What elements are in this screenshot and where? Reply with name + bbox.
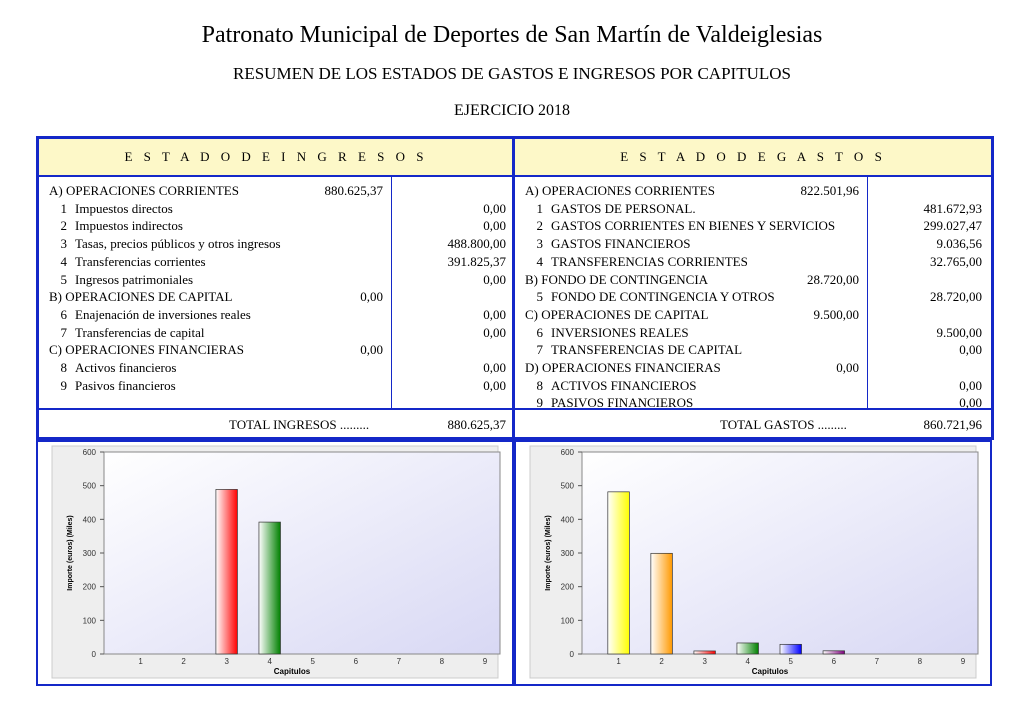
item-row (515, 342, 985, 359)
chapter-value: 0,00 (483, 271, 506, 287)
chapter-value: 0,00 (959, 342, 982, 358)
y-tick-label: 400 (82, 515, 96, 525)
chapter-value: 28.720,00 (930, 289, 982, 305)
chapter-value: 32.765,00 (930, 253, 982, 269)
item-row (39, 360, 509, 377)
x-tick-label: 6 (831, 657, 837, 666)
plot-area (104, 452, 500, 654)
item-row (39, 307, 509, 324)
chapter-number: 3 (60, 236, 67, 252)
chapter-label: INVERSIONES REALES (551, 324, 689, 340)
chapter-number: 4 (536, 253, 543, 269)
x-tick-label: 5 (788, 657, 793, 666)
group-value: 0,00 (360, 289, 383, 305)
chapter-value: 0,00 (483, 200, 506, 216)
chapter-value: 488.800,00 (447, 236, 506, 252)
gastos-chart (514, 440, 992, 686)
y-tick-label: 100 (560, 616, 574, 626)
chapter-value: 9.036,56 (936, 236, 982, 252)
group-row (39, 183, 509, 200)
group-value: 822.501,96 (800, 183, 859, 198)
chapter-label: Ingresos patrimoniales (75, 271, 194, 287)
group-row (515, 360, 985, 377)
x-tick-label: 8 (917, 657, 923, 666)
chapter-number: 3 (536, 236, 543, 252)
x-tick-label: 5 (310, 657, 315, 666)
item-row (39, 272, 509, 289)
total-gastos-label: TOTAL GASTOS ......... (720, 417, 847, 432)
gastos-chart-svg (516, 442, 990, 684)
chapter-label: Impuestos directos (75, 200, 173, 216)
chapter-number: 1 (536, 200, 543, 216)
x-tick-label: 8 (439, 657, 445, 666)
group-label: A) OPERACIONES CORRIENTES (49, 183, 239, 198)
chapter-number: 2 (536, 218, 543, 234)
chapter-value: 481.672,93 (923, 200, 982, 216)
y-tick-label: 600 (560, 448, 574, 457)
x-tick-label: 3 (224, 657, 229, 666)
item-row (39, 325, 509, 342)
bar-chapter-5 (780, 644, 802, 654)
chapter-number: 5 (60, 271, 67, 287)
chapter-label: Tasas, precios públicos y otros ingresos (75, 236, 281, 252)
x-tick-label: 4 (745, 657, 750, 666)
item-row (39, 218, 509, 235)
chapter-label: PASIVOS FINANCIEROS (551, 395, 694, 411)
item-row (39, 236, 509, 253)
item-row (515, 395, 985, 412)
x-tick-label: 7 (874, 657, 880, 666)
bar-chapter-4 (259, 522, 281, 654)
group-row (515, 307, 985, 324)
chapter-label: ACTIVOS FINANCIEROS (551, 377, 697, 393)
total-ingresos-value: 880.625,37 (447, 417, 506, 432)
chapter-value: 0,00 (483, 218, 506, 234)
ingresos-chart (36, 440, 514, 686)
chapter-value: 0,00 (483, 324, 506, 340)
plot-area (582, 452, 978, 654)
chapter-value: 0,00 (959, 377, 982, 393)
x-tick-label: 6 (353, 657, 359, 666)
x-tick-label: 2 (181, 657, 186, 666)
chapter-number: 6 (60, 306, 67, 322)
item-row (515, 325, 985, 342)
chapter-number: 2 (60, 218, 67, 234)
bar-chapter-1 (608, 492, 630, 654)
group-row (515, 183, 985, 200)
chapter-value: 0,00 (483, 360, 506, 375)
chapter-number: 8 (536, 377, 543, 393)
chapter-label: TRANSFERENCIAS DE CAPITAL (551, 342, 743, 358)
x-tick-label: 3 (702, 657, 707, 666)
bar-chapter-3 (694, 651, 716, 654)
chapter-label: TRANSFERENCIAS CORRIENTES (551, 253, 748, 269)
group-value: 880.625,37 (324, 183, 383, 198)
total-gastos-value: 860.721,96 (923, 417, 982, 432)
chapter-label: GASTOS FINANCIEROS (551, 236, 691, 252)
chapter-value: 391.825,37 (447, 253, 506, 269)
x-tick-label: 7 (396, 657, 402, 666)
y-tick-label: 0 (91, 650, 96, 659)
chapter-label: Activos financieros (75, 360, 177, 375)
group-label: A) OPERACIONES CORRIENTES (525, 183, 715, 198)
group-value: 0,00 (360, 342, 383, 358)
x-tick-label: 4 (267, 657, 272, 666)
group-label: B) FONDO DE CONTINGENCIA (525, 271, 709, 287)
x-tick-label: 1 (138, 657, 143, 666)
bar-chapter-6 (823, 651, 845, 654)
y-tick-label: 500 (560, 481, 574, 491)
chapter-number: 6 (536, 324, 543, 340)
chapter-number: 7 (60, 324, 67, 340)
item-row (39, 378, 509, 395)
gastos-heading: E S T A D O D E G A S T O S (515, 139, 991, 177)
bar-chapter-3 (216, 489, 238, 654)
x-tick-label: 1 (616, 657, 621, 666)
chapter-number: 9 (536, 395, 543, 411)
item-row (515, 254, 985, 271)
chapter-value: 0,00 (959, 395, 982, 411)
item-row (515, 218, 985, 235)
chapter-label: Transferencias corrientes (75, 253, 206, 269)
gastos-panel (512, 136, 994, 440)
chapter-label: Pasivos financieros (75, 377, 176, 393)
item-row (39, 201, 509, 218)
x-tick-label: 9 (482, 657, 488, 666)
chapter-number: 8 (60, 360, 67, 375)
chapter-value: 0,00 (483, 306, 506, 322)
chapter-value: 299.027,47 (923, 218, 982, 234)
y-tick-label: 600 (82, 448, 96, 457)
group-value: 9.500,00 (813, 306, 859, 322)
fiscal-year: EJERCICIO 2018 (454, 102, 570, 119)
item-row (515, 236, 985, 253)
ingresos-chart-svg (38, 442, 512, 684)
y-axis-label: Importe (euros) (Miles) (67, 515, 74, 591)
group-value: 28.720,00 (807, 271, 859, 287)
chapter-number: 1 (60, 200, 67, 216)
organization-title: Patronato Municipal de Deportes de San Martín de Valdeiglesias (201, 22, 823, 48)
group-row (39, 289, 509, 306)
total-ingresos-label: TOTAL INGRESOS ......... (229, 417, 370, 432)
x-axis-label: Capitulos (273, 667, 311, 676)
ingresos-panel (36, 136, 516, 440)
group-label: C) OPERACIONES DE CAPITAL (525, 306, 709, 322)
chapter-number: 9 (60, 377, 67, 393)
item-row (515, 289, 985, 306)
x-tick-label: 2 (659, 657, 664, 666)
bar-chapter-4 (737, 643, 759, 654)
group-row (515, 272, 985, 289)
item-row (515, 201, 985, 218)
group-value: 0,00 (836, 360, 859, 375)
y-tick-label: 100 (82, 616, 96, 626)
y-tick-label: 300 (560, 549, 574, 558)
x-tick-label: 9 (960, 657, 966, 666)
group-label: C) OPERACIONES FINANCIERAS (49, 342, 245, 358)
y-tick-label: 400 (560, 515, 574, 525)
x-axis-label: Capitulos (751, 667, 789, 676)
y-tick-label: 300 (82, 549, 96, 558)
group-label: B) OPERACIONES DE CAPITAL (49, 289, 233, 305)
chapter-number: 5 (536, 289, 543, 305)
chapter-label: Enajenación de inversiones reales (75, 306, 251, 322)
y-tick-label: 500 (82, 481, 96, 491)
item-row (39, 254, 509, 271)
item-row (515, 378, 985, 395)
group-label: D) OPERACIONES FINANCIERAS (525, 360, 721, 375)
chapter-label: Transferencias de capital (75, 324, 205, 340)
chapter-label: GASTOS CORRIENTES EN BIENES Y SERVICIOS (551, 218, 836, 234)
total-divider (39, 408, 513, 410)
chapter-label: GASTOS DE PERSONAL. (551, 200, 696, 216)
group-row (39, 342, 509, 359)
chapter-value: 0,00 (483, 377, 506, 393)
ingresos-heading: E S T A D O D E I N G R E S O S (39, 139, 513, 177)
chapter-label: FONDO DE CONTINGENCIA Y OTROS (551, 289, 775, 305)
y-tick-label: 200 (82, 582, 96, 592)
chapter-number: 4 (60, 253, 67, 269)
chapter-number: 7 (536, 342, 543, 358)
y-axis-label: Importe (euros) (Miles) (545, 515, 552, 591)
chapter-label: Impuestos indirectos (75, 218, 183, 234)
report-subtitle: RESUMEN DE LOS ESTADOS DE GASTOS E INGRESOS POR CAPITULOS (233, 64, 791, 83)
y-tick-label: 200 (560, 582, 574, 592)
bar-chapter-2 (651, 553, 673, 654)
chapter-value: 9.500,00 (936, 324, 982, 340)
y-tick-label: 0 (569, 650, 574, 659)
